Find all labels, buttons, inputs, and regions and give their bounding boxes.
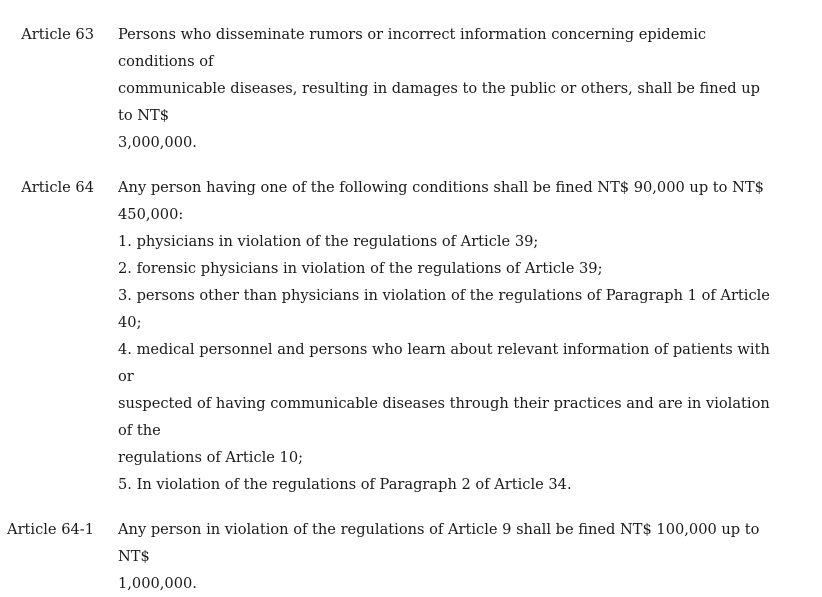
article-64 — [0, 174, 822, 498]
article-number: Article 64-1 — [7, 521, 94, 538]
article-64-1 — [0, 516, 822, 597]
article-list-item: 5. In violation of the regulations of Paragraph 2 of Article 34. — [118, 476, 572, 493]
article-list-item: 2. forensic physicians in violation of the regulations of Article 39; — [118, 260, 603, 277]
article-text-line: 3,000,000. — [118, 134, 197, 151]
article-list-item: suspected of having communicable diseases through their practices and are in violation of the — [118, 395, 770, 439]
article-list-item: 1. physicians in violation of the regulations of Article 39; — [118, 233, 539, 250]
article-text-line: 1,000,000. — [118, 575, 197, 592]
article-list-item: 4. medical personnel and persons who learn about relevant information of patients with or — [118, 341, 770, 385]
article-text-line: Persons who disseminate rumors or incorrect information concerning epidemic conditions of — [118, 26, 707, 70]
article-text-line: 450,000: — [118, 206, 184, 223]
article-text-line: communicable diseases, resulting in damages to the public or others, shall be fined up to NT$ — [118, 80, 761, 124]
article-text-line: Any person having one of the following conditions shall be fined NT$ 90,000 up to NT$ — [118, 179, 764, 196]
article-list-item: regulations of Article 10; — [118, 449, 304, 466]
article-list-item: 3. persons other than physicians in violation of the regulations of Paragraph 1 of Article 40; — [118, 287, 770, 331]
article-number: Article 64 — [21, 179, 94, 196]
article-63 — [0, 21, 822, 156]
article-text — [118, 21, 778, 156]
article-text — [118, 174, 778, 498]
article-text-line: Any person in violation of the regulations of Article 9 shall be fined NT$ 100,000 up to NT$ — [118, 521, 760, 565]
article-text — [118, 516, 778, 597]
article-number: Article 63 — [21, 26, 94, 43]
